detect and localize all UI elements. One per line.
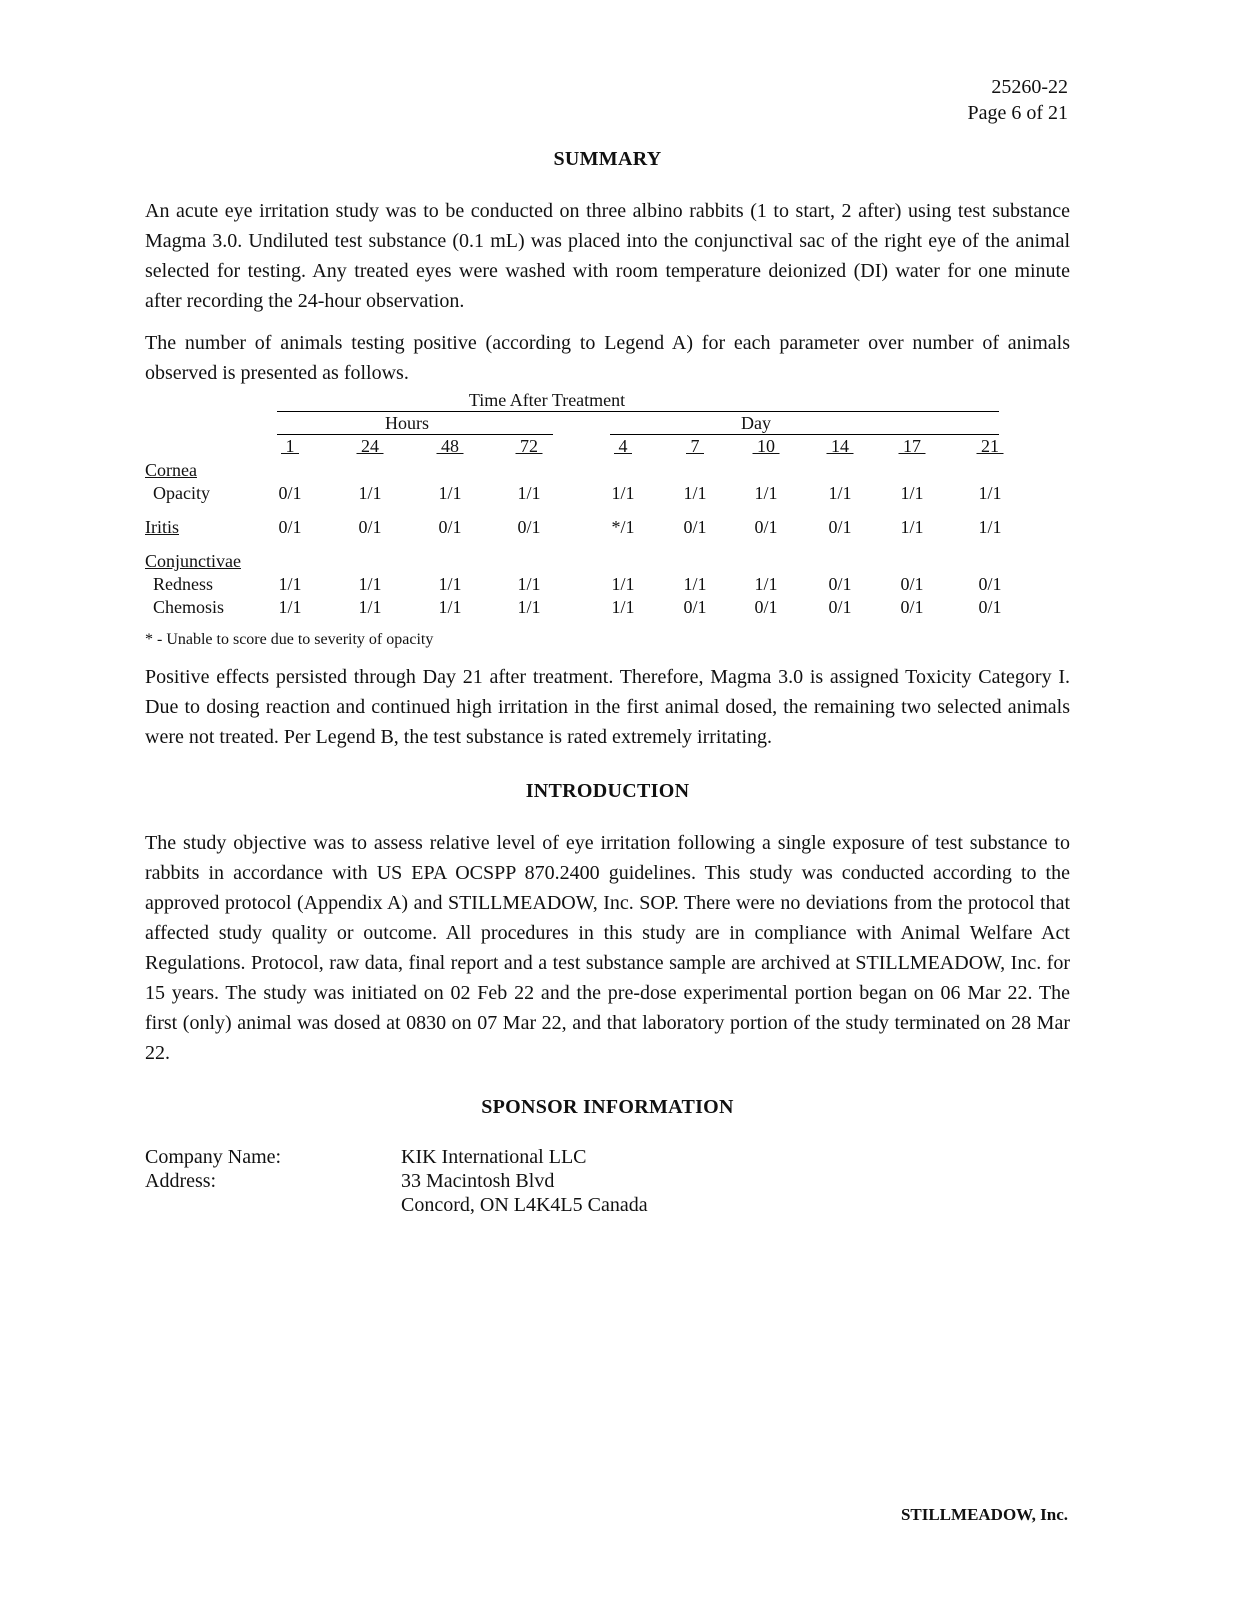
redness-cell-0: 1/1	[278, 574, 302, 594]
redness-cell-7: 0/1	[828, 574, 852, 594]
introduction-heading: INTRODUCTION	[525, 780, 690, 802]
redness-cell-1: 1/1	[358, 574, 382, 594]
summary-heading: SUMMARY	[553, 148, 662, 170]
page-header	[967, 74, 1068, 126]
chemosis-cell-2: 1/1	[438, 597, 462, 617]
redness-cell-2: 1/1	[438, 574, 462, 594]
column-header-4: 4	[614, 436, 632, 456]
footer-company: STILLMEADOW, Inc.	[900, 1505, 1068, 1524]
opacity-cell-2: 1/1	[438, 483, 462, 503]
address-label: Address:	[145, 1170, 217, 1192]
sponsor-heading: SPONSOR INFORMATION	[481, 1096, 734, 1118]
redness-cell-5: 1/1	[683, 574, 707, 594]
column-header-1: 24	[356, 436, 384, 456]
column-header-3: 72	[515, 436, 543, 456]
opacity-cell-5: 1/1	[683, 483, 707, 503]
redness-cell-4: 1/1	[611, 574, 635, 594]
column-header-8: 17	[898, 436, 926, 456]
opacity-label: Opacity	[153, 483, 210, 503]
opacity-cell-8: 1/1	[900, 483, 924, 503]
day-group-label: Day	[741, 413, 771, 433]
table-title-rule	[277, 411, 999, 412]
chemosis-cell-7: 0/1	[828, 597, 852, 617]
chemosis-cell-8: 0/1	[900, 597, 924, 617]
redness-cell-3: 1/1	[517, 574, 541, 594]
table-footnote: * - Unable to score due to severity of opacity	[145, 631, 434, 648]
day-group-rule	[610, 434, 999, 435]
redness-cell-8: 0/1	[900, 574, 924, 594]
iritis-cell-0: 0/1	[278, 517, 302, 537]
redness-cell-6: 1/1	[754, 574, 778, 594]
opacity-cell-0: 0/1	[278, 483, 302, 503]
chemosis-cell-9: 0/1	[978, 597, 1002, 617]
cornea-label: Cornea	[145, 460, 197, 480]
iritis-cell-7: 0/1	[828, 517, 852, 537]
introduction-paragraph: The study objective was to assess relative level of eye irritation following a single exposure of test substance to rabbits in accordance with US EPA OCSPP 870.2400 guidelines. This study was conducted according to the approved protocol (Appendix A) and STILLMEADOW, Inc. SOP. There were no deviations from the protocol that affected study quality or outcome. All procedures in this study are in compliance with Animal Welfare Act Regulations. Protocol, raw data, final report and a test substance sample are archived at STILLMEADOW, Inc. for 15 years. The study was initiated on 02 Feb 22 and the pre-dose experimental portion began on 06 Mar 22. The first (only) animal was dosed at 0830 on 07 Mar 22, and that laboratory portion of the study terminated on 28 Mar 22.	[145, 832, 1070, 1064]
chemosis-cell-0: 1/1	[278, 597, 302, 617]
chemosis-cell-5: 0/1	[683, 597, 707, 617]
opacity-cell-4: 1/1	[611, 483, 635, 503]
column-header-2: 48	[436, 436, 464, 456]
chemosis-cell-1: 1/1	[358, 597, 382, 617]
iritis-cell-2: 0/1	[438, 517, 462, 537]
iritis-cell-9: 1/1	[978, 517, 1002, 537]
redness-label: Redness	[153, 574, 213, 594]
chemosis-cell-3: 1/1	[517, 597, 541, 617]
address-line-1: 33 Macintosh Blvd	[401, 1170, 555, 1192]
opacity-cell-6: 1/1	[754, 483, 778, 503]
company-name-label: Company Name:	[145, 1146, 282, 1168]
hours-group-label: Hours	[385, 413, 429, 433]
iritis-cell-1: 0/1	[358, 517, 382, 537]
iritis-cell-4: */1	[611, 517, 635, 537]
iritis-cell-8: 1/1	[900, 517, 924, 537]
summary-paragraph-2: The number of animals testing positive (according to Legend A) for each parameter over number of animals observed is presented as follows.	[145, 332, 1070, 384]
iritis-cell-5: 0/1	[683, 517, 707, 537]
summary-paragraph-1: An acute eye irritation study was to be conducted on three albino rabbits (1 to start, 2 after) using test substance Magma 3.0. Undiluted test substance (0.1 mL) was placed into the conjunctival sac of the right eye of the animal selected for testing. Any treated eyes were washed with room temperature deionized (DI) water for one minute after recording the 24-hour observation.	[145, 200, 1070, 312]
redness-cell-9: 0/1	[978, 574, 1002, 594]
table-title: Time After Treatment	[468, 390, 626, 410]
iritis-cell-6: 0/1	[754, 517, 778, 537]
chemosis-label: Chemosis	[153, 597, 225, 617]
company-name-value: KIK International LLC	[401, 1146, 587, 1168]
column-header-0: 1	[281, 436, 299, 456]
address-line-2: Concord, ON L4K4L5 Canada	[401, 1194, 648, 1216]
hours-group-rule	[277, 434, 553, 435]
page-number: Page 6 of 21	[967, 102, 1068, 124]
chemosis-cell-4: 1/1	[611, 597, 635, 617]
opacity-cell-7: 1/1	[828, 483, 852, 503]
conjunctivae-label: Conjunctivae	[145, 551, 241, 571]
results-table	[145, 390, 1070, 620]
chemosis-cell-6: 0/1	[754, 597, 778, 617]
opacity-cell-1: 1/1	[358, 483, 382, 503]
column-header-7: 14	[826, 436, 854, 456]
report-number: 25260-22	[991, 76, 1068, 98]
iritis-label: Iritis	[145, 517, 179, 537]
column-header-5: 7	[686, 436, 704, 456]
column-header-6: 10	[752, 436, 780, 456]
opacity-cell-3: 1/1	[517, 483, 541, 503]
iritis-cell-3: 0/1	[517, 517, 541, 537]
opacity-cell-9: 1/1	[978, 483, 1002, 503]
summary-paragraph-3: Positive effects persisted through Day 21 after treatment. Therefore, Magma 3.0 is assigned Toxicity Category I. Due to dosing reaction and continued high irritation in the first animal dosed, the remaining two selected animals were not treated. Per Legend B, the test substance is rated extremely irritating.	[145, 666, 1070, 748]
column-header-9: 21	[976, 436, 1004, 456]
